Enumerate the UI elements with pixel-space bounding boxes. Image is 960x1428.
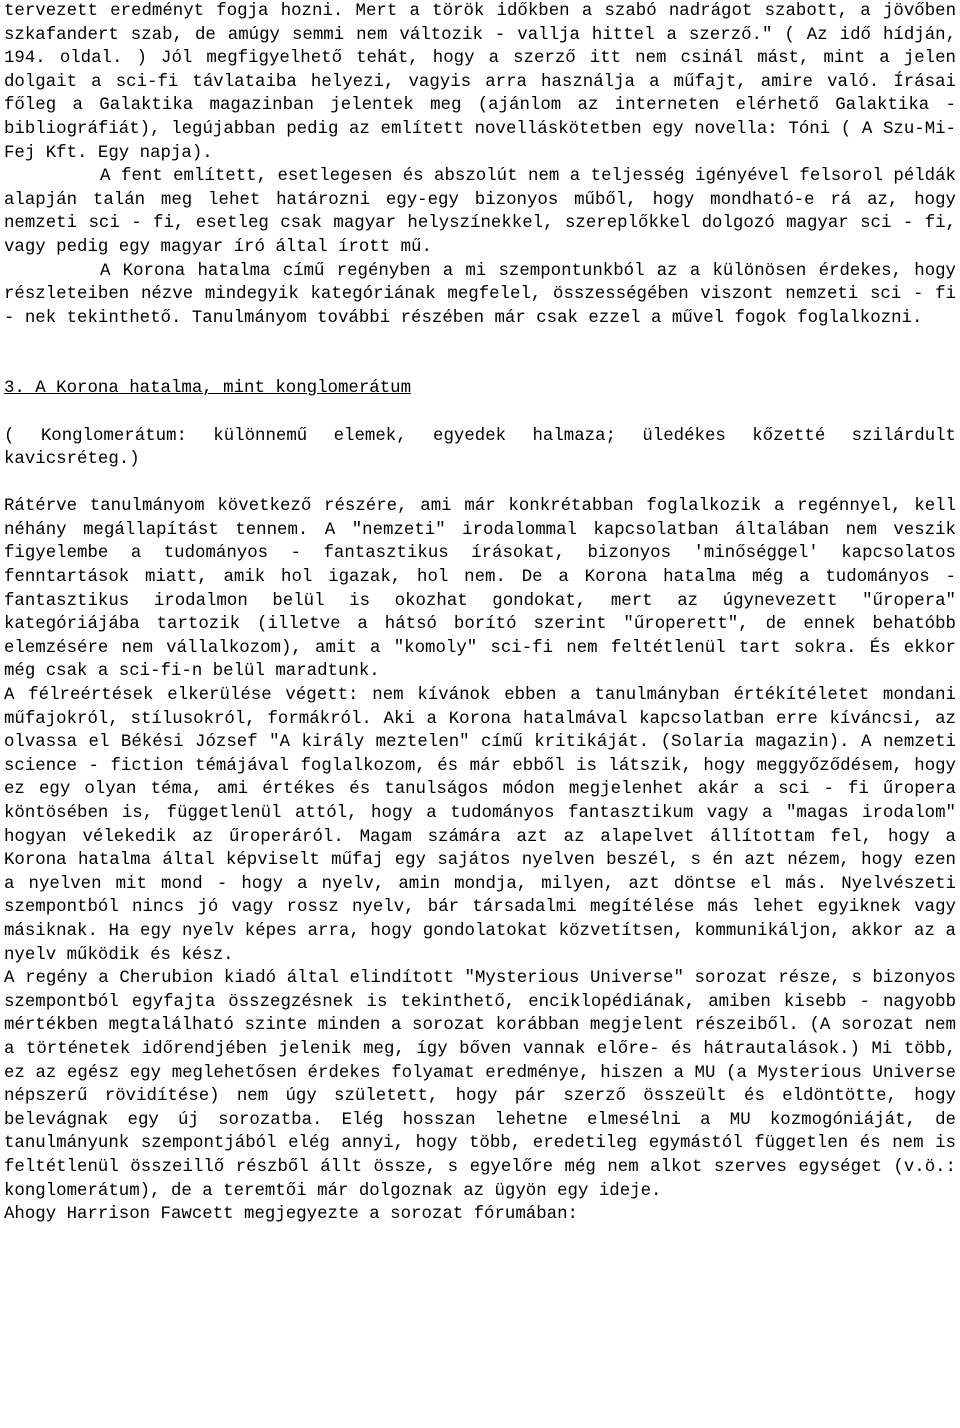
document-page <box>4 0 956 1227</box>
section-heading: 3. A Korona hatalma, mint konglomerátum <box>4 379 412 399</box>
body-paragraph-3: A regény a Cherubion kiadó által elindított "Mysterious Universe" sorozat része, s bizonyos szempontból egyfajta összegzésnek is tekinthető, enciklopédiának, amiben kisebb - nagyobb mértékben megtalálható szinte minden a sorozat korábban megjelent részeiből. (A sorozat nem a történetek időrendjében jelenik meg, így bőven vannak előre- és hátrautalások.) Mi több, ez az egész egy meglehetősen érdekes folyamat eredménye, hiszen a MU (a Mysterious Universe népszerű rövidítése) nem úgy született, hogy pár szerző összeült és eldöntötte, hogy belevágnak egy új sorozatba. Elég hosszan lehetne elmesélni a MU kozmogóniáját, de tanulmányunk szempontjából elég annyi, hogy több, eredetileg egymástól független és nem is feltétlenül összeillő részből állt össze, s egyelőre még nem alkot szerves egységet (v.ö.: konglomerátum), de a teremtői már dolgoznak az ügyön egy ideje. <box>4 969 956 1201</box>
paragraph-examples: A fent említett, esetlegesen és abszolút nem a teljesség igényével felsorol példák alapján talán meg lehet határozni egy-egy bizonyos műből, hogy mondható-e rá az, hogy nemzeti sci - fi, esetleg csak magyar helyszínekkel, szereplőkkel dolgozó magyar sci - fi, vagy pedig egy magyar író által írott mű. <box>4 167 956 257</box>
body-paragraph-1: Rátérve tanulmányom következő részére, ami már konkrétabban foglalkozik a regénnyel, kell néhány megállapítást tennem. A "nemzeti" irodalommal kapcsolatban általában nem veszik figyelembe a tudományos - fantasztikus írásokat, bizonyos 'minőséggel' kapcsolatos fenntartások miatt, amik hol igazak, hol nem. De a Korona hatalma még a tudományos - fantasztikus irodalmon belül is okozhat gondokat, mert az úgynevezett "űropera" kategóriájába tartozik (illetve a hátsó borító szerint "űroperett", de ennek behatóbb elemzésére nem vállalkozom), amit a "komoly" sci-fi nem feltétlenül tart sokra. És ekkor még csak a sci-fi-n belül maradtunk. <box>4 497 956 682</box>
paragraph-intro: tervezett eredményt fogja hozni. Mert a török időkben a szabó nadrágot szabott, a jövőben szkafandert szab, de amúgy semmi nem változik - vallja hittel a szerző." ( Az idő hídján, 194. oldal. ) Jól megfigyelhető tehát, hogy a szerző itt nem csinál mást, mint a jelen dolgait a sci-fi távlataiba helyezi, vagyis arra használja a műfajt, amire való. Írásai főleg a Galaktika magazinban jelentek meg (ajánlom az interneten elérhető Galaktika - bibliográfiát), legújabban pedig az említett novelláskötetben egy novella: Tóni ( A Szu-Mi-Fej Kft. Egy napja). <box>4 2 956 163</box>
paragraph-korona: A Korona hatalma című regényben a mi szempontunkból az a különösen érdekes, hogy részleteiben nézve mindegyik kategóriának megfelel, összességében viszont nemzeti sci - fi - nek tekinthető. Tanulmányom további részében már csak ezzel a művel fogok foglalkozni. <box>4 261 956 328</box>
body-paragraph-4: Ahogy Harrison Fawcett megjegyezte a sorozat fórumában: <box>4 1205 578 1225</box>
definition-paragraph: ( Konglomerátum: különnemű elemek, egyedek halmaza; üledékes kőzetté szilárdult kavicsréteg.) <box>4 426 956 470</box>
body-paragraph-2: A félreértések elkerülése végett: nem kívánok ebben a tanulmányban értékítéletet mondani műfajokról, stílusokról, formákról. Aki a Korona hatalmával kapcsolatban erre kíváncsi, az olvassa el Békési József "A király meztelen" című kritikáját. (Solaria magazin). A nemzeti science - fiction témájával foglalkozom, és már ebből is látszik, hogy meggyőződésem, hogy ez egy olyan téma, ami értékes és tanulságos módon megjelenhet akár a sci - fi űropera köntösében is, függetlenül attól, hogy a tudományos fantasztikum vagy a "magas irodalom" hogyan vélekedik az űroperáról. Magam számára azt az alapelvet állítottam fel, hogy a Korona hatalma által képviselt műfaj egy sajátos nyelven beszél, s én azt nézem, hogy ezen a nyelven mit mond - hogy a nyelv, amin mondja, milyen, azt döntse el más. Nyelvészeti szempontból nincs jó vagy rossz nyelv, bár társadalmi megítélése más lehet egyiknek vagy másiknak. Ha egy nyelv képes arra, hogy gondolatokat közvetítsen, kommunikáljon, akkor az a nyelv működik és kész. <box>4 686 956 965</box>
